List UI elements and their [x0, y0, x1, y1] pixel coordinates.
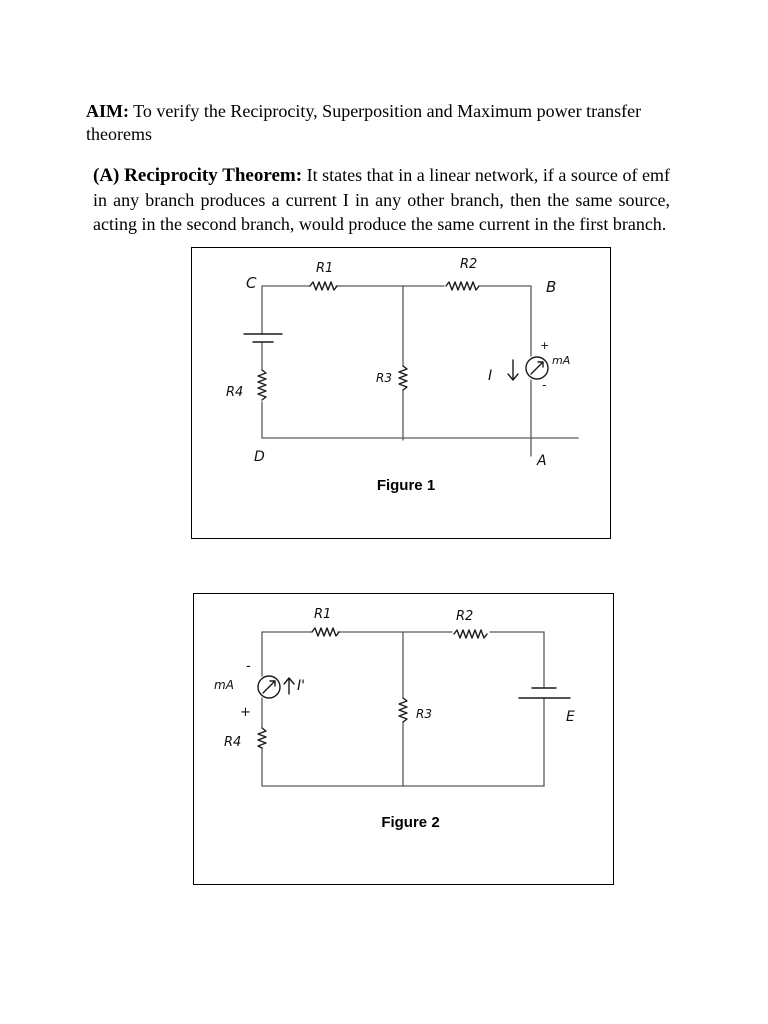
battery-symbol: [244, 334, 282, 342]
r4-resistor: [258, 728, 266, 748]
ammeter-arrow: [263, 681, 275, 693]
current-arrow-up: [284, 678, 294, 694]
label-r3: R3: [416, 707, 432, 721]
meter-label: mA: [214, 678, 234, 692]
meter-plus: +: [540, 339, 550, 352]
reciprocity-heading: (A) Reciprocity Theorem:: [93, 165, 303, 186]
meter-minus: -: [542, 378, 547, 392]
figure-1: [191, 247, 611, 539]
figure-2: [193, 593, 614, 885]
label-r4: R4: [226, 385, 244, 400]
r2-resistor: [454, 630, 487, 638]
node-a-label: A: [537, 453, 547, 469]
source-label-e: E: [566, 709, 575, 725]
current-label-i: I: [488, 368, 493, 384]
meter-label: mA: [552, 354, 571, 367]
label-r2: R2: [460, 257, 478, 272]
ammeter-arrow: [531, 362, 543, 374]
r3-resistor: [399, 366, 407, 390]
r4-resistor: [258, 370, 266, 400]
label-r1: R1: [314, 607, 332, 622]
reciprocity-paragraph: [93, 163, 670, 236]
label-r1: R1: [316, 261, 334, 276]
node-d-label: D: [254, 449, 265, 465]
figure-1-caption: Figure 1: [376, 477, 436, 494]
meter-minus: -: [246, 659, 251, 674]
figure-2-caption: Figure 2: [381, 814, 440, 831]
label-r3: R3: [376, 371, 392, 385]
label-r2: R2: [456, 609, 474, 624]
circuit-diagram-1: [192, 248, 610, 538]
r1-resistor: [312, 628, 339, 636]
r3-resistor: [399, 698, 407, 722]
node-c-label: C: [246, 274, 257, 292]
circuit-diagram-2: [194, 594, 613, 884]
aim-label: AIM:: [86, 101, 129, 121]
aim-text: To verify the Reciprocity, Superposition and Maximum power transfer theorems: [86, 101, 642, 144]
battery-symbol: [519, 688, 570, 698]
label-r4: R4: [224, 735, 242, 750]
r1-resistor: [310, 282, 337, 290]
current-label-i-prime: I': [297, 678, 305, 694]
aim-paragraph: [86, 100, 676, 146]
current-arrow-down: [508, 360, 518, 380]
meter-plus: +: [240, 705, 251, 720]
reciprocity-text: It states that in a linear network, if a source of emf in any branch produces a current I in any other branch, then the same source, acting in the second branch, would produce the same current in the first branch.: [93, 165, 670, 234]
node-b-label: B: [546, 278, 557, 296]
r2-resistor: [446, 282, 479, 290]
